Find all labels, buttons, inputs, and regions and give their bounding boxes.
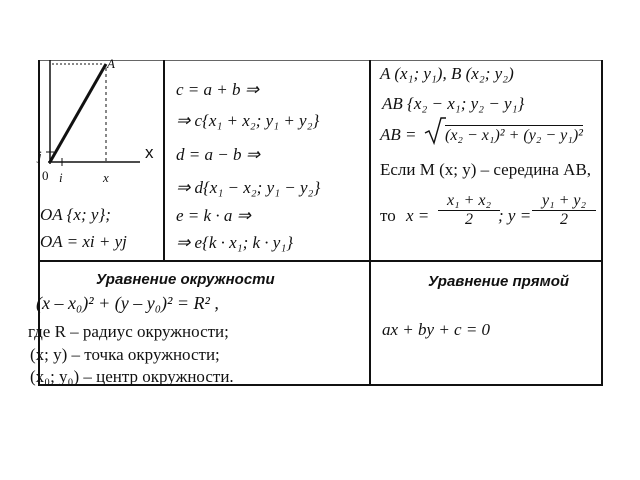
axis-x-label: x (145, 143, 154, 162)
x-numerator: x₁ + x₂ (438, 192, 500, 211)
ab-vector: AB {x₂ − x₁; y₂ − y₁} (382, 94, 525, 113)
points-ab: A (x₁; y₁), B (x₂; y₂) (380, 64, 514, 83)
midpoint-text: Если M (x; y) – середина AB, (380, 160, 592, 179)
op-line-5: e = k · a ⇒ (176, 206, 251, 225)
line-equation: ax + by + c = 0 (382, 320, 491, 339)
op-line-2: ⇒ c{x₁ + x₂; y₁ + y₂} (176, 111, 320, 130)
oa-expansion: OA = xi + yj (40, 232, 127, 251)
point-a-label: A (107, 56, 115, 71)
line-header: Уравнение прямой (428, 273, 570, 290)
y-fraction (532, 192, 596, 229)
op-line-3: d = a − b ⇒ (176, 145, 260, 164)
row-divider (38, 260, 603, 262)
oa-vector (50, 64, 106, 162)
circle-header: Уравнение окружности (96, 271, 275, 288)
circle-equation: (x – x₀)² + (y – y₀)² = R² , (36, 293, 219, 313)
x-tick-label: x (103, 170, 109, 185)
circle-center-line: (x₀; y₀) – центр окружности. (30, 367, 234, 386)
op-line-1: c = a + b ⇒ (176, 80, 259, 99)
y-denominator: 2 (560, 211, 568, 228)
origin-label: 0 (42, 168, 49, 183)
circle-point-line: (x; y) – точка окружности; (30, 345, 220, 364)
j-label: j (38, 148, 42, 163)
right-border (601, 60, 603, 386)
x-denominator: 2 (465, 211, 473, 228)
oa-coords: OA {x; y}; (40, 205, 111, 224)
ab-length-radicand: (x₂ − x₁)² + (y₂ − y₁)² (445, 127, 583, 144)
y-equals: ; y = (498, 206, 532, 225)
op-line-6: ⇒ e{k · x₁; k · y₁} (176, 233, 294, 252)
column-divider-right (369, 60, 371, 386)
op-line-4: ⇒ d{x₁ − x₂; y₁ − y₂} (176, 178, 321, 197)
i-label: i (59, 170, 63, 185)
y-numerator: y₁ + y₂ (532, 192, 596, 211)
sqrt-sign (424, 117, 446, 145)
x-equals: x = (406, 206, 430, 225)
ab-length-lhs: AB = (380, 125, 417, 144)
circle-radius-line: где R – радиус окружности; (28, 322, 229, 341)
then-word: то (380, 206, 396, 225)
x-fraction (438, 192, 500, 229)
